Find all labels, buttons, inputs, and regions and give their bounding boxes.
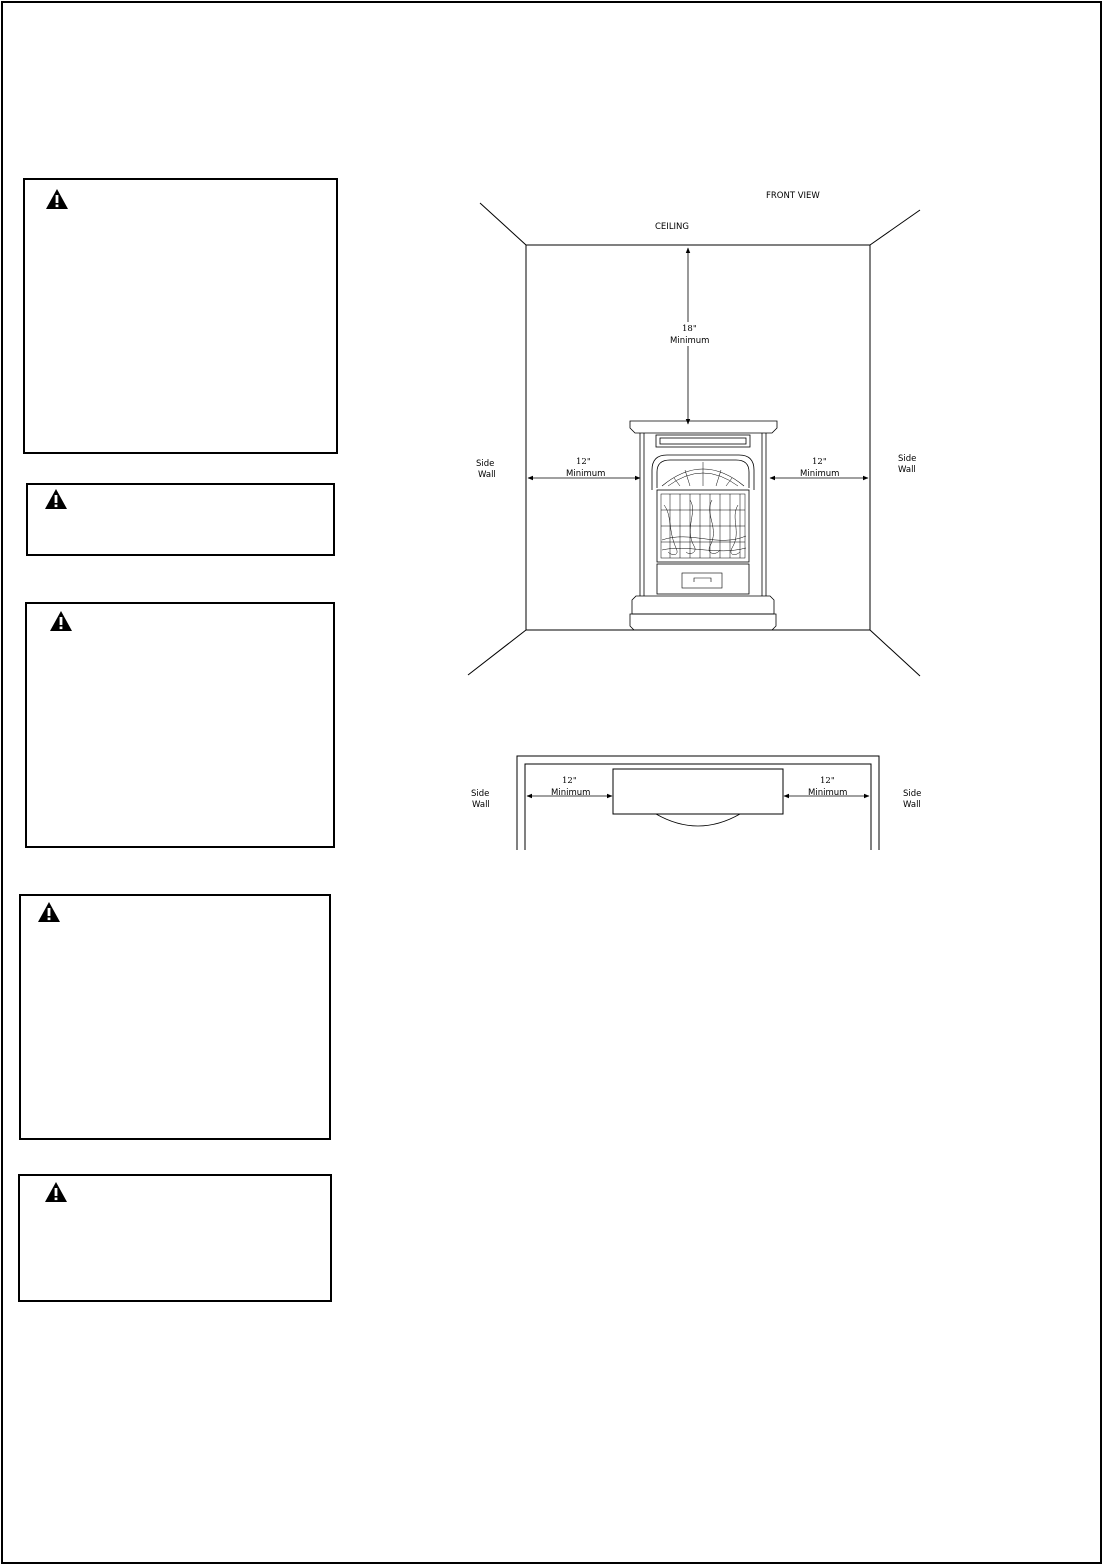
left-side-wall-label: Side <box>476 459 495 469</box>
warning-box-2 <box>26 483 335 556</box>
right-clearance-value: 12" <box>812 457 827 467</box>
heater-front-drawing <box>630 421 777 630</box>
clearance-diagram <box>440 180 940 860</box>
left-side-wall-label-2: Wall <box>478 470 496 480</box>
right-clearance-unit: Minimum <box>800 469 840 479</box>
top-view-room <box>517 756 879 850</box>
top-view-right-wall-label-2: Wall <box>903 800 921 810</box>
warning-box-5 <box>18 1174 332 1302</box>
top-view-left-wall-label-2: Wall <box>472 800 490 810</box>
front-view-room <box>468 203 920 676</box>
right-side-wall-label-2: Wall <box>898 465 916 475</box>
warning-box-3 <box>25 602 335 848</box>
warning-triangle-icon <box>45 188 69 210</box>
warning-triangle-icon <box>44 1181 68 1203</box>
warning-triangle-icon <box>37 901 61 923</box>
top-view-right-clearance-unit: Minimum <box>808 788 848 798</box>
top-view-right-wall-label: Side <box>903 789 922 799</box>
warning-box-4 <box>19 894 331 1140</box>
right-side-wall-label: Side <box>898 454 917 464</box>
top-view-left-clearance-unit: Minimum <box>551 788 591 798</box>
front-view-title: FRONT VIEW <box>766 191 820 201</box>
top-clearance-value: 18" <box>682 324 697 334</box>
warning-triangle-icon <box>44 488 68 510</box>
left-clearance-value: 12" <box>576 457 591 467</box>
warning-box-1 <box>23 178 338 454</box>
warning-triangle-icon <box>49 610 73 632</box>
left-clearance-unit: Minimum <box>566 469 606 479</box>
top-view-left-wall-label: Side <box>471 789 490 799</box>
top-clearance-unit: Minimum <box>670 336 710 346</box>
ceiling-label: CEILING <box>655 222 689 232</box>
top-view-right-clearance-value: 12" <box>820 776 835 786</box>
top-view-left-clearance-value: 12" <box>562 776 577 786</box>
